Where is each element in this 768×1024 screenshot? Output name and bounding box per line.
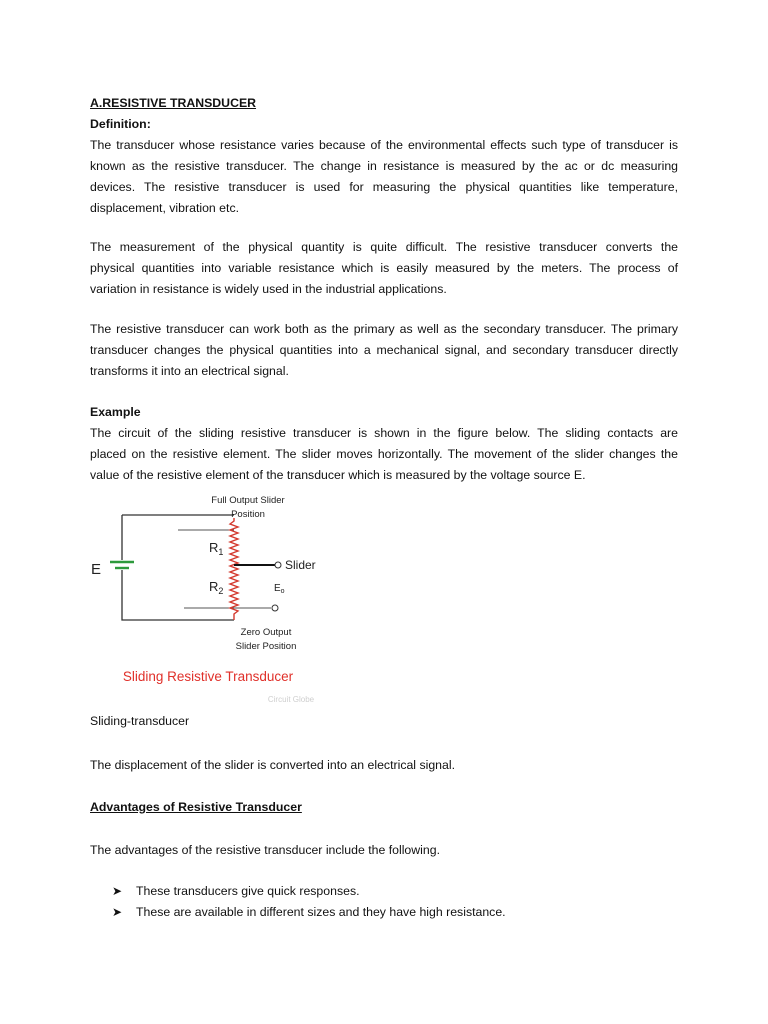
terminal-icon (272, 605, 278, 611)
displacement-text: The displacement of the slider is converted into an electrical signal. (90, 758, 455, 772)
section-heading: A.RESISTIVE TRANSDUCER (90, 96, 257, 110)
slider-terminal-icon (275, 562, 281, 568)
advantages-heading-block (90, 797, 678, 818)
definition-line: displacement, vibration etc. (90, 201, 240, 215)
definition-line: known as the resistive transducer. The change in resistance is measured by the ac or dc measuring (90, 159, 678, 173)
caption-block (90, 711, 678, 732)
advantages-intro-block (90, 840, 678, 861)
figure-title: Sliding Resistive Transducer (122, 669, 294, 684)
slider-label: Slider (285, 558, 316, 572)
circuit-figure (88, 490, 348, 710)
definition-line: The transducer whose resistance varies because of the environmental effects such type of transducer is (90, 138, 678, 152)
list-item-text: These transducers give quick responses. (136, 884, 360, 898)
list-item (112, 902, 672, 923)
circuit-diagram (88, 490, 348, 710)
resistor-zigzag-icon (230, 518, 238, 620)
r2-label: $R_2$ (209, 579, 224, 596)
source-label: E (91, 561, 102, 578)
paragraph-line: The resistive transducer can work both as the primary as well as the secondary transducer. The primary (90, 322, 678, 336)
displacement-block (90, 755, 678, 776)
top-label-1: Full Output Slider (211, 495, 285, 506)
definition-label: Definition: (90, 117, 151, 131)
paragraph-line: transducer changes the physical quantities into a mechanical signal, and secondary transducer directly (90, 343, 678, 357)
arrow-bullet-icon: ➤ (112, 884, 123, 898)
paragraph-line: physical quantities into variable resistance which is easily measured by the meters. The process of (90, 261, 678, 275)
figure-caption: Sliding-transducer (90, 714, 190, 728)
paragraph-2 (90, 237, 678, 300)
bottom-label-1: Zero Output (240, 627, 292, 638)
list-item (112, 881, 672, 902)
section-heading-block (90, 93, 678, 219)
example-label: Example (90, 405, 141, 419)
r1-label: $R_1$ (209, 540, 224, 557)
paragraph-line: transforms it into an electrical signal. (90, 364, 289, 378)
watermark-text: Circuit Globe (267, 695, 315, 704)
example-line: placed on the resistive element. The slider moves horizontally. The movement of the slider changes the (90, 447, 678, 461)
top-label-2: Position (231, 509, 265, 520)
example-line: The circuit of the sliding resistive transducer is shown in the figure below. The sliding contacts are (90, 426, 678, 440)
eo-label: $E_o$ (274, 583, 285, 595)
paragraph-3 (90, 319, 678, 382)
advantages-list (112, 881, 672, 923)
advantages-intro: The advantages of the resistive transducer include the following. (90, 843, 440, 857)
advantages-heading: Advantages of Resistive Transducer (90, 800, 302, 814)
bottom-label-2: Slider Position (235, 641, 297, 652)
paragraph-line: variation in resistance is widely used in the industrial applications. (90, 282, 447, 296)
list-item-text: These are available in different sizes and they have high resistance. (136, 905, 506, 919)
example-block (90, 402, 678, 486)
paragraph-line: The measurement of the physical quantity is quite difficult. The resistive transducer converts the (90, 240, 678, 254)
arrow-bullet-icon: ➤ (112, 905, 123, 919)
definition-line: devices. The resistive transducer is used for measuring the physical quantities like temperature, (90, 180, 678, 194)
circuit-wire (122, 515, 234, 620)
example-line: value of the resistive element of the transducer which is measured by the voltage source E. (90, 468, 586, 482)
